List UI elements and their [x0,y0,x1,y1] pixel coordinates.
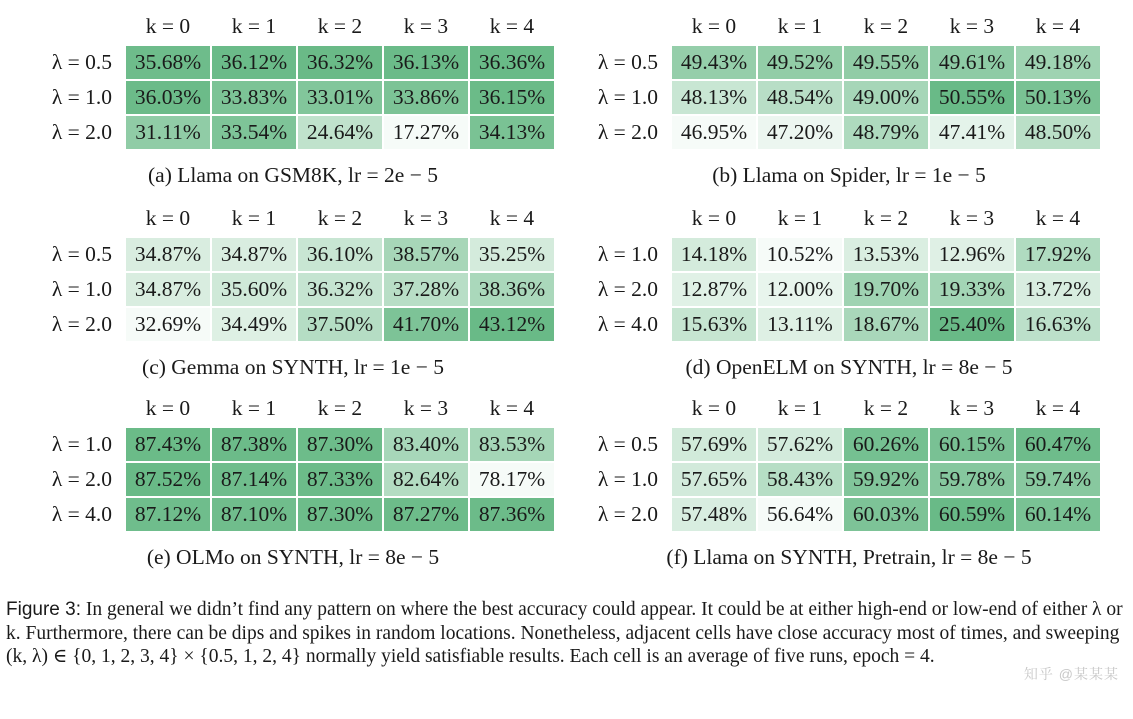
subfigure-caption: (c) Gemma on SYNTH, lr = 1e − 5 [142,355,444,379]
subfigure-caption: (d) OpenELM on SYNTH, lr = 8e − 5 [685,355,1013,379]
column-label: k = 0 [145,205,191,230]
heatmap-cell: 60.26% [843,427,929,462]
heatmap-cell: 37.28% [383,272,469,307]
heatmap-cell: 87.14% [211,462,297,497]
heatmap-corner [20,390,125,427]
row-label: λ = 1.0 [51,432,112,456]
heatmap-cell: 33.54% [211,115,297,150]
heatmap-cell: 83.53% [469,427,555,462]
heatmap-cell: 87.36% [469,497,555,532]
heatmap-cell: 19.33% [929,272,1015,307]
column-label: k = 4 [1035,395,1081,420]
column-label: k = 2 [863,205,909,230]
heatmap-cell: 35.25% [469,237,555,272]
heatmap-cell: 36.13% [383,45,469,80]
column-label: k = 1 [777,395,823,420]
heatmap-row [20,80,555,115]
heatmap-cell: 38.36% [469,272,555,307]
panel-b [566,8,1132,188]
heatmap-cell: 36.32% [297,272,383,307]
heatmap-cell: 36.15% [469,80,555,115]
column-label: k = 4 [1035,13,1081,38]
heatmap-cell: 12.96% [929,237,1015,272]
heatmap-row [566,45,1101,80]
heatmap-cell: 25.40% [929,307,1015,342]
figure-caption-label: Figure 3: [6,599,81,620]
heatmap-corner [566,200,671,237]
heatmap-row [20,497,555,532]
heatmap-cell: 50.55% [929,80,1015,115]
heatmap-cell: 60.59% [929,497,1015,532]
row-label: λ = 4.0 [597,312,658,336]
column-label: k = 2 [863,395,909,420]
heatmap-cell: 33.83% [211,80,297,115]
column-label: k = 1 [777,205,823,230]
subfigure-caption: (e) OLMo on SYNTH, lr = 8e − 5 [146,545,440,569]
heatmap-table [20,390,556,533]
row-label: λ = 0.5 [597,50,658,74]
row-label: λ = 1.0 [51,277,112,301]
heatmap-cell: 83.40% [383,427,469,462]
column-label: k = 0 [691,205,737,230]
heatmap-cell: 48.13% [671,80,757,115]
heatmap-cell: 49.00% [843,80,929,115]
heatmap-cell: 87.12% [125,497,211,532]
panel-c [0,200,566,380]
row-label: λ = 1.0 [51,85,112,109]
column-label: k = 2 [317,13,363,38]
column-label: k = 3 [403,395,449,420]
heatmap-corner [566,8,671,45]
column-label: k = 0 [145,13,191,38]
heatmap-cell: 87.30% [297,497,383,532]
heatmap-cell: 17.92% [1015,237,1101,272]
panel-f [566,390,1132,570]
heatmap-cell: 56.64% [757,497,843,532]
heatmap-cell: 14.18% [671,237,757,272]
heatmap-cell: 33.86% [383,80,469,115]
row-label: λ = 0.5 [51,50,112,74]
heatmap-cell: 34.87% [125,272,211,307]
heatmap-corner [20,8,125,45]
heatmap-table [20,8,556,151]
heatmap-row [20,427,555,462]
heatmap-cell: 36.36% [469,45,555,80]
column-label: k = 4 [489,395,535,420]
heatmap-cell: 48.79% [843,115,929,150]
heatmap-cell: 47.41% [929,115,1015,150]
heatmap-cell: 49.61% [929,45,1015,80]
heatmap-cell: 60.14% [1015,497,1101,532]
panel-a [0,8,566,188]
heatmap-row [566,427,1101,462]
heatmap-cell: 57.48% [671,497,757,532]
heatmap-cell: 59.74% [1015,462,1101,497]
row-label: λ = 0.5 [597,432,658,456]
heatmap-cell: 57.62% [757,427,843,462]
heatmap-cell: 13.72% [1015,272,1101,307]
figure-caption [6,598,1124,669]
heatmap-cell: 49.55% [843,45,929,80]
heatmap-cell: 34.87% [211,237,297,272]
heatmap-corner [566,390,671,427]
column-label: k = 2 [863,13,909,38]
heatmap-cell: 49.18% [1015,45,1101,80]
column-label: k = 1 [777,13,823,38]
heatmap-cell: 87.10% [211,497,297,532]
heatmap-row [20,307,555,342]
heatmap-cell: 34.87% [125,237,211,272]
heatmap-cell: 18.67% [843,307,929,342]
row-label: λ = 2.0 [597,277,658,301]
column-label: k = 2 [317,395,363,420]
panel-e [0,390,566,570]
column-label: k = 3 [403,13,449,38]
row-label: λ = 1.0 [597,242,658,266]
heatmap-cell: 33.01% [297,80,383,115]
heatmap-cell: 58.43% [757,462,843,497]
heatmap-cell: 57.65% [671,462,757,497]
heatmap-cell: 49.43% [671,45,757,80]
heatmap-cell: 34.13% [469,115,555,150]
column-label: k = 3 [949,205,995,230]
heatmap-cell: 87.33% [297,462,383,497]
column-label: k = 3 [949,13,995,38]
heatmap-cell: 59.78% [929,462,1015,497]
heatmap-cell: 87.30% [297,427,383,462]
column-label: k = 1 [231,395,277,420]
heatmap-cell: 78.17% [469,462,555,497]
watermark: 知乎 @某某某 [1023,666,1119,682]
heatmap-table [566,8,1102,151]
column-label: k = 4 [489,13,535,38]
heatmap-cell: 36.32% [297,45,383,80]
heatmap-cell: 38.57% [383,237,469,272]
row-label: λ = 2.0 [51,467,112,491]
row-label: λ = 4.0 [51,502,112,526]
heatmap-cell: 87.43% [125,427,211,462]
heatmap-cell: 13.53% [843,237,929,272]
row-label: λ = 1.0 [597,467,658,491]
heatmap-table [566,390,1102,533]
heatmap-row [20,272,555,307]
heatmap-cell: 59.92% [843,462,929,497]
heatmap-cell: 10.52% [757,237,843,272]
heatmap-cell: 87.27% [383,497,469,532]
heatmap-row [566,307,1101,342]
heatmap-cell: 41.70% [383,307,469,342]
heatmap-cell: 24.64% [297,115,383,150]
heatmap-cell: 60.03% [843,497,929,532]
heatmap-cell: 35.60% [211,272,297,307]
heatmap-cell: 57.69% [671,427,757,462]
row-label: λ = 2.0 [597,120,658,144]
column-label: k = 1 [231,205,277,230]
heatmap-row [20,115,555,150]
heatmap-cell: 16.63% [1015,307,1101,342]
heatmap-cell: 43.12% [469,307,555,342]
heatmap-row [566,497,1101,532]
heatmap-cell: 32.69% [125,307,211,342]
heatmap-cell: 36.10% [297,237,383,272]
panel-d [566,200,1132,380]
column-label: k = 2 [317,205,363,230]
heatmap-cell: 35.68% [125,45,211,80]
column-label: k = 0 [691,13,737,38]
row-label: λ = 0.5 [51,242,112,266]
heatmap-table [20,200,556,343]
subfigure-caption: (a) Llama on GSM8K, lr = 2e − 5 [148,163,438,187]
row-label: λ = 1.0 [597,85,658,109]
heatmap-cell: 47.20% [757,115,843,150]
heatmap-row [20,237,555,272]
subfigure-caption: (f) Llama on SYNTH, Pretrain, lr = 8e − 5 [666,545,1032,569]
heatmap-cell: 82.64% [383,462,469,497]
column-label: k = 1 [231,13,277,38]
heatmap-cell: 19.70% [843,272,929,307]
figure-caption-text: In general we didn’t find any pattern on where the best accuracy could appear. It could be at either high-end or low-end of either λ or k. Furthermore, there can be dips and spikes in random locations. Nonetheless, adjacent cells have close accuracy most of times, and sweeping (k, λ) ∈ {0, 1, 2, 3, 4} × {0.5, 1, 2, 4} normally yield satisfiable results. Each cell is an average of five runs, epoch = 4. [6,599,1123,667]
heatmap-cell: 87.52% [125,462,211,497]
heatmap-row [566,272,1101,307]
column-label: k = 3 [403,205,449,230]
heatmap-row [20,462,555,497]
heatmap-row [566,80,1101,115]
heatmap-cell: 34.49% [211,307,297,342]
heatmap-cell: 17.27% [383,115,469,150]
heatmap-cell: 36.12% [211,45,297,80]
heatmap-row [566,115,1101,150]
column-label: k = 4 [489,205,535,230]
subfigure-caption: (b) Llama on Spider, lr = 1e − 5 [712,163,986,187]
column-label: k = 0 [145,395,191,420]
heatmap-cell: 12.00% [757,272,843,307]
heatmap-cell: 36.03% [125,80,211,115]
heatmap-cell: 13.11% [757,307,843,342]
row-label: λ = 2.0 [51,312,112,336]
heatmap-row [566,462,1101,497]
heatmap-cell: 37.50% [297,307,383,342]
row-label: λ = 2.0 [51,120,112,144]
heatmap-cell: 60.15% [929,427,1015,462]
heatmap-cell: 49.52% [757,45,843,80]
heatmap-cell: 50.13% [1015,80,1101,115]
heatmap-row [566,237,1101,272]
heatmap-cell: 15.63% [671,307,757,342]
heatmap-cell: 48.54% [757,80,843,115]
heatmap-cell: 60.47% [1015,427,1101,462]
heatmap-cell: 12.87% [671,272,757,307]
heatmap-row [20,45,555,80]
column-label: k = 4 [1035,205,1081,230]
column-label: k = 3 [949,395,995,420]
heatmap-table [566,200,1102,343]
heatmap-corner [20,200,125,237]
heatmap-cell: 46.95% [671,115,757,150]
heatmap-cell: 31.11% [125,115,211,150]
column-label: k = 0 [691,395,737,420]
heatmap-cell: 87.38% [211,427,297,462]
row-label: λ = 2.0 [597,502,658,526]
heatmap-cell: 48.50% [1015,115,1101,150]
